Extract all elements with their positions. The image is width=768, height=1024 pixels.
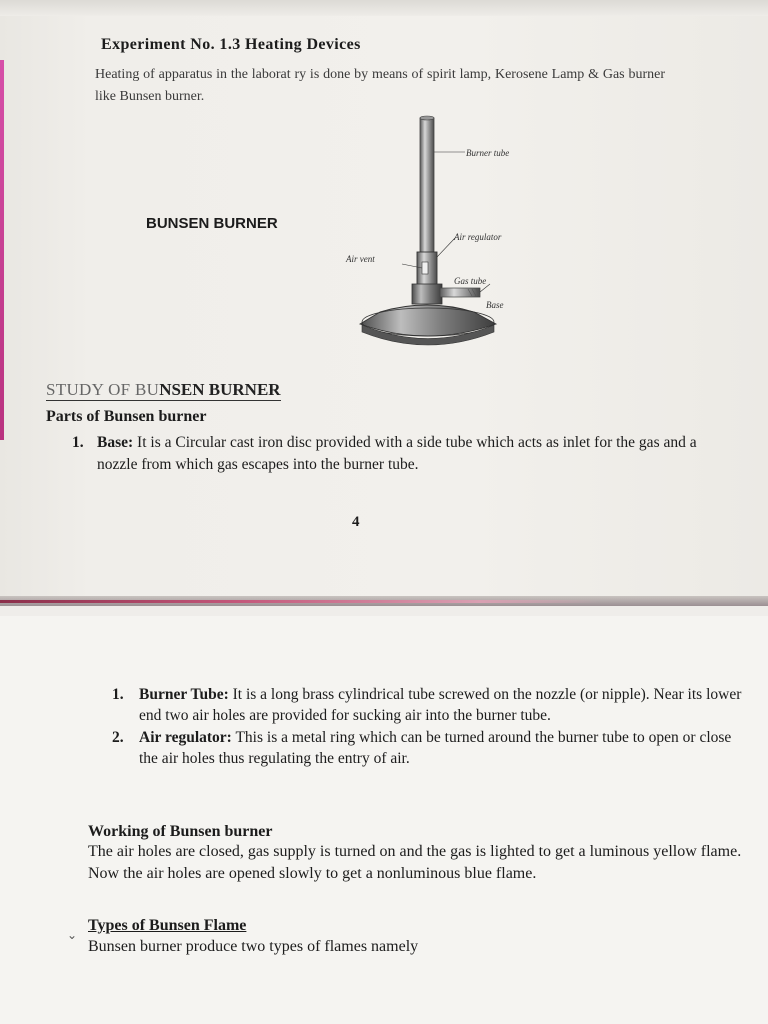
label-air-regulator: Air regulator (454, 232, 502, 242)
types-heading: Types of Bunsen Flame (88, 917, 247, 934)
parts-heading: Parts of Bunsen burner (46, 408, 207, 425)
page-edge-line (0, 600, 600, 603)
list-item-air-regulator (112, 727, 749, 769)
list-text: This is a metal ring which can be turned around the burner tube to open or close the air holes thus regulating the entry of air. (139, 729, 732, 767)
list-number: 2. (112, 729, 124, 746)
label-burner-tube: Burner tube (466, 148, 510, 158)
study-heading (46, 380, 281, 401)
page-number: 4 (352, 514, 360, 530)
experiment-title: Experiment No. 1.3 Heating Devices (101, 36, 361, 53)
list-number: 1. (112, 686, 124, 703)
intro-paragraph: Heating of apparatus in the laborat ry is done by means of spirit lamp, Kerosene Lamp & Gas burner like Bunsen burner. (95, 67, 665, 104)
list-label: Burner Tube: (139, 686, 229, 703)
list-label: Base: (97, 434, 134, 451)
list-item-burner-tube (112, 684, 749, 726)
bottom-page (0, 616, 768, 1024)
margin-highlight (0, 60, 4, 440)
types-paragraph: Bunsen burner produce two types of flames namely (88, 938, 419, 955)
list-number: 1. (72, 434, 84, 451)
label-gas-tube: Gas tube (454, 276, 487, 286)
bunsen-burner-diagram (340, 112, 580, 352)
study-heading-part1: STUDY OF BU (46, 380, 160, 399)
working-heading: Working of Bunsen burner (88, 823, 273, 840)
list-text: It is a long brass cylindrical tube screwed on the nozzle (or nipple). Near its lower end two air holes are provided for sucking air into the burner tube. (139, 686, 742, 724)
list-label: Air regulator: (139, 729, 232, 746)
figure-caption: BUNSEN BURNER (146, 215, 278, 232)
label-air-vent: Air vent (346, 254, 375, 264)
list-item-base (72, 432, 697, 476)
label-base: Base (486, 300, 504, 310)
list-text: It is a Circular cast iron disc provided with a side tube which acts as inlet for the gas and a nozzle from which gas escapes into the burner tube. (97, 434, 697, 473)
margin-tick: ⌄ (67, 928, 78, 942)
study-heading-part2: NSEN BURNER (159, 380, 281, 399)
working-paragraph: The air holes are closed, gas supply is turned on and the gas is lighted to get a luminous yellow flame. Now the air holes are opened slowly to get a nonluminous blue flame. (88, 843, 742, 882)
page-top-edge (0, 0, 768, 16)
